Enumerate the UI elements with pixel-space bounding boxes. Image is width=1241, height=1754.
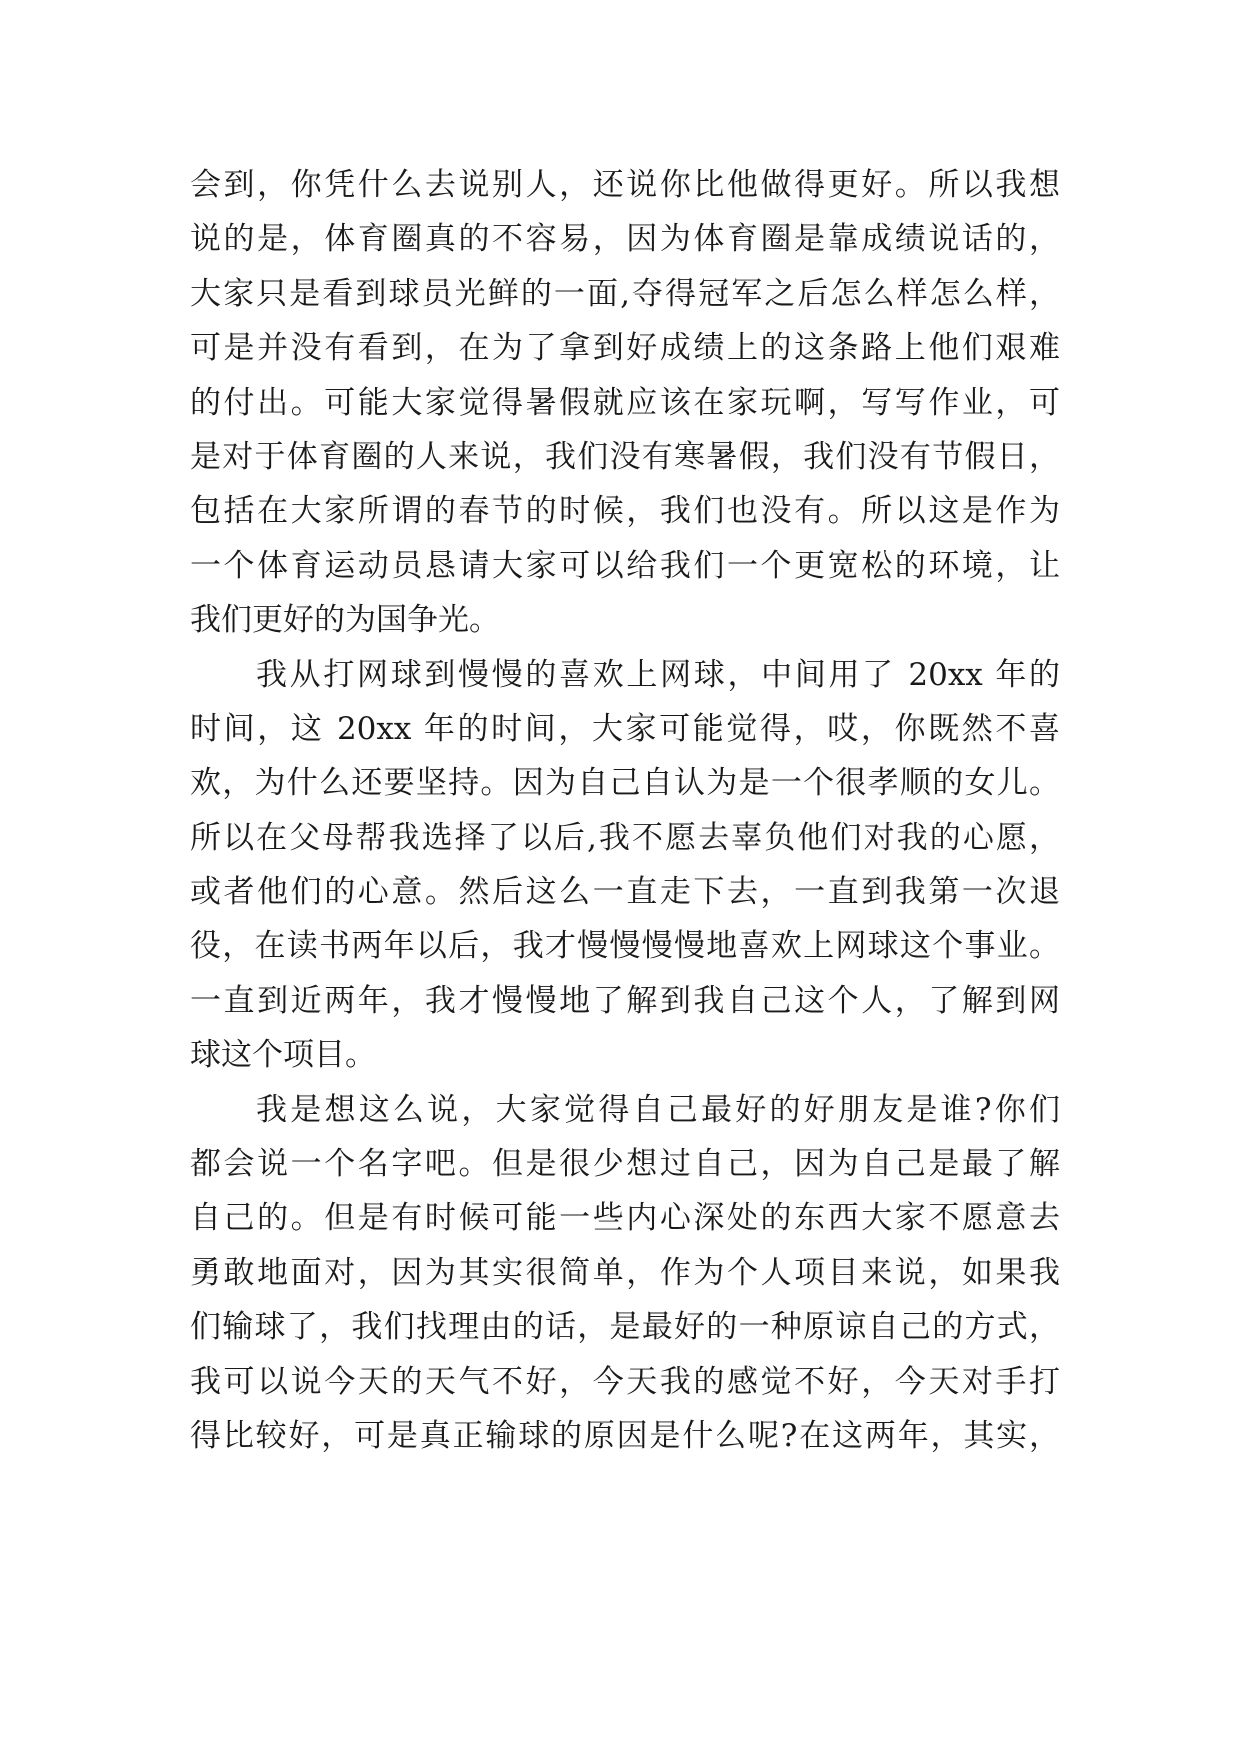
text-line: 会到，你凭什么去说别人，还说你比他做得更好。所以我想	[190, 167, 1060, 203]
text-line: 一个体育运动员恳请大家可以给我们一个更宽松的环境，让	[190, 547, 1060, 584]
text-line: 说的是，体育圈真的不容易，因为体育圈是靠成绩说话的，	[190, 221, 1060, 258]
text-line: 都会说一个名字吧。但是很少想过自己，因为自己是最了解	[190, 1146, 1060, 1183]
text-line: 时间，这 20xx 年的时间，大家可能觉得，哎，你既然不喜	[190, 710, 1060, 747]
text-line: 包括在大家所谓的春节的时候，我们也没有。所以这是作为	[190, 493, 1060, 530]
body-text	[190, 158, 1060, 1463]
text-line: 或者他们的心意。然后这么一直走下去，一直到我第一次退	[190, 874, 1060, 911]
text-line: 是对于体育圈的人来说，我们没有寒暑假，我们没有节假日，	[190, 438, 1060, 475]
text-line: 役，在读书两年以后，我才慢慢慢慢地喜欢上网球这个事业。	[190, 928, 1060, 965]
text-line: 大家只是看到球员光鲜的一面,夺得冠军之后怎么样怎么样，	[190, 275, 1060, 312]
text-line: 一直到近两年，我才慢慢地了解到我自己这个人，了解到网	[190, 982, 1060, 1019]
text-line: 得比较好，可是真正输球的原因是什么呢?在这两年，其实，	[190, 1417, 1060, 1454]
text-line: 我可以说今天的天气不好，今天我的感觉不好，今天对手打	[190, 1363, 1060, 1400]
text-line: 自己的。但是有时候可能一些内心深处的东西大家不愿意去	[190, 1200, 1060, 1237]
text-line: 所以在父母帮我选择了以后,我不愿去辜负他们对我的心愿，	[190, 819, 1060, 856]
text-line: 我从打网球到慢慢的喜欢上网球，中间用了 20xx 年的	[256, 656, 1060, 693]
text-line: 勇敢地面对，因为其实很简单，作为个人项目来说，如果我	[190, 1254, 1060, 1291]
text-line: 球这个项目。	[190, 1037, 376, 1074]
text-line: 们输球了，我们找理由的话，是最好的一种原谅自己的方式，	[190, 1309, 1060, 1346]
text-line: 的付出。可能大家觉得暑假就应该在家玩啊，写写作业，可	[190, 384, 1060, 421]
text-line: 欢，为什么还要坚持。因为自己自认为是一个很孝顺的女儿。	[190, 765, 1060, 802]
text-line: 我是想这么说，大家觉得自己最好的好朋友是谁?你们	[256, 1091, 1060, 1128]
text-line: 可是并没有看到，在为了拿到好成绩上的这条路上他们艰难	[190, 330, 1060, 367]
text-line: 我们更好的为国争光。	[190, 602, 500, 639]
